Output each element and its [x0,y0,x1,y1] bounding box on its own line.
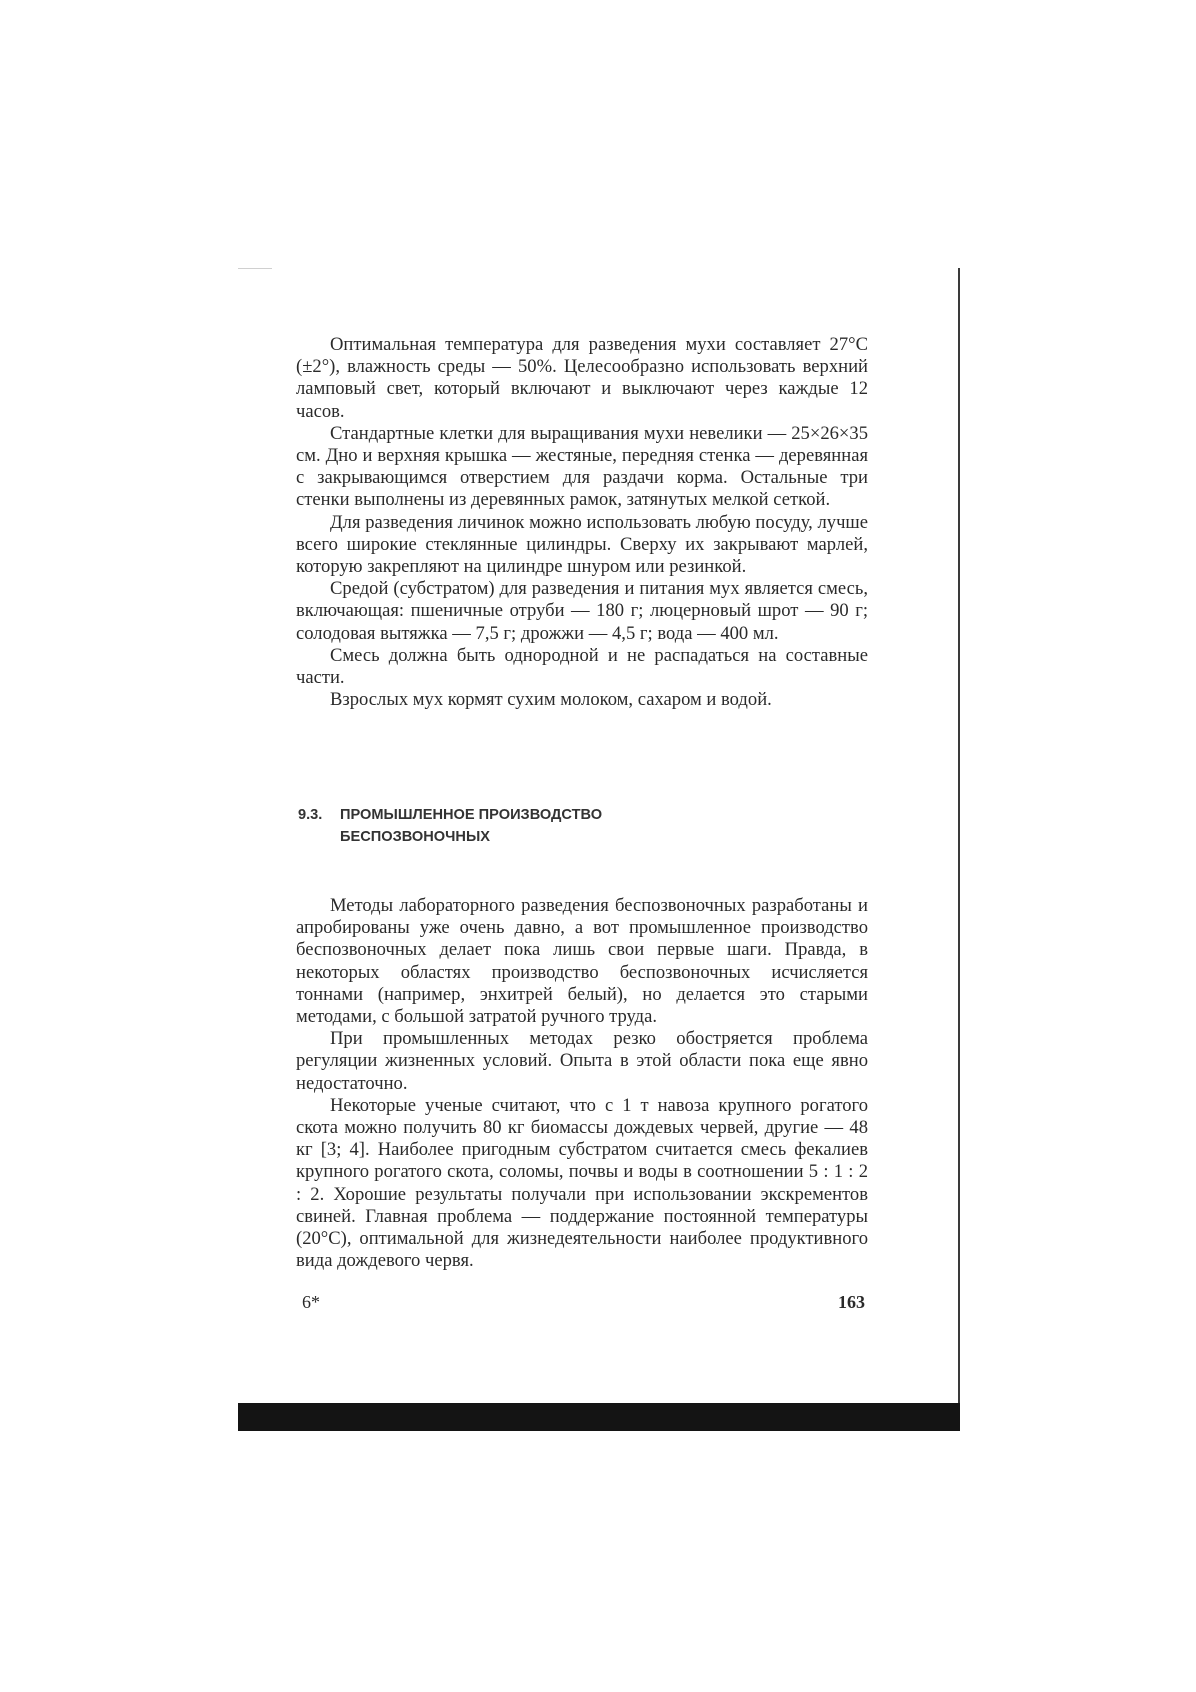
paragraph: Смесь должна быть однородной и не распадаться на составные части. [296,644,868,689]
heading-line-1 [298,804,602,826]
paragraph: Средой (субстратом) для разведения и питания мух является смесь, включающая: пшеничные отруби — 180 г; люцерновый шрот — 90 г; солодовая вытяжка — 7,5 г; дрожжи — 4,5 г; вода — 400 мл. [296,578,868,644]
section-text-top [296,334,868,711]
paragraph: Для разведения личинок можно использовать любую посуду, лучше всего широкие стеклянные цилиндры. Сверху их закрывают марлей, которую закрепляют на цилиндре шнуром или резинкой. [296,511,868,578]
heading-title-part-1: ПРОМЫШЛЕННОЕ ПРОИЗВОДСТВО [340,807,603,823]
paragraph: Методы лабораторного разведения беспозвоночных разработаны и апробированы уже очень давно, а вот промышленное производство беспозвоночных делает пока лишь свои первые шаги. Правда, в некоторых областях производство беспозвоночных исчисляется тоннами (например, энхитрей белый), но делается это старыми методами, с большой затратой ручного труда. [296,895,868,1028]
heading-title-part-2: БЕСПОЗВОНОЧНЫХ [340,829,490,845]
paragraph: Стандартные клетки для выращивания мухи невелики — 25×26×35 см. Дно и верхняя крышка — жестяные, передняя стенка — деревянная с закрывающимся отверстием для раздачи корма. Остальные три стенки выполнены из деревянных рамок, затянутых мелкой сеткой. [296,422,868,511]
section-heading [298,804,602,848]
paragraph: Взрослых мух кормят сухим молоком, сахаром и водой. [330,689,772,711]
paragraph: Некоторые ученые считают, что с 1 т навоза крупного рогатого скота можно получить 80 кг биомассы дождевых червей, другие — 48 кг [3; 4]. Наиболее пригодным субстратом считается смесь фекалиев крупного рогатого скота, соломы, почвы и воды в соотношении 5 : 1 : 2 : 2. Хорошие результаты получали при использовании экскрементов свиней. Главная проблема — поддержание постоянной температуры (20°С), оптимальной для жизнедеятельности наиболее продуктивного вида дождевого червя. [296,1094,868,1272]
section-text-bottom [296,895,868,1272]
paragraph: При промышленных методах резко обостряется проблема регуляции жизненных условий. Опыта в этой области пока еще явно недостаточно. [296,1028,868,1094]
page-number: 163 [838,1292,865,1312]
page-edge-rule [958,268,960,1428]
signature-mark: 6* [302,1292,320,1312]
section-number: 9.3. [298,807,323,823]
scan-edge-bar [238,1403,960,1431]
page-edge-mark [238,268,272,269]
paragraph: Оптимальная температура для разведения мухи составляет 27°С (±2°), влажность среды — 50%. Целесообразно использовать верхний ламповый свет, который включают и выключают через каждые 12 часов. [296,334,868,422]
